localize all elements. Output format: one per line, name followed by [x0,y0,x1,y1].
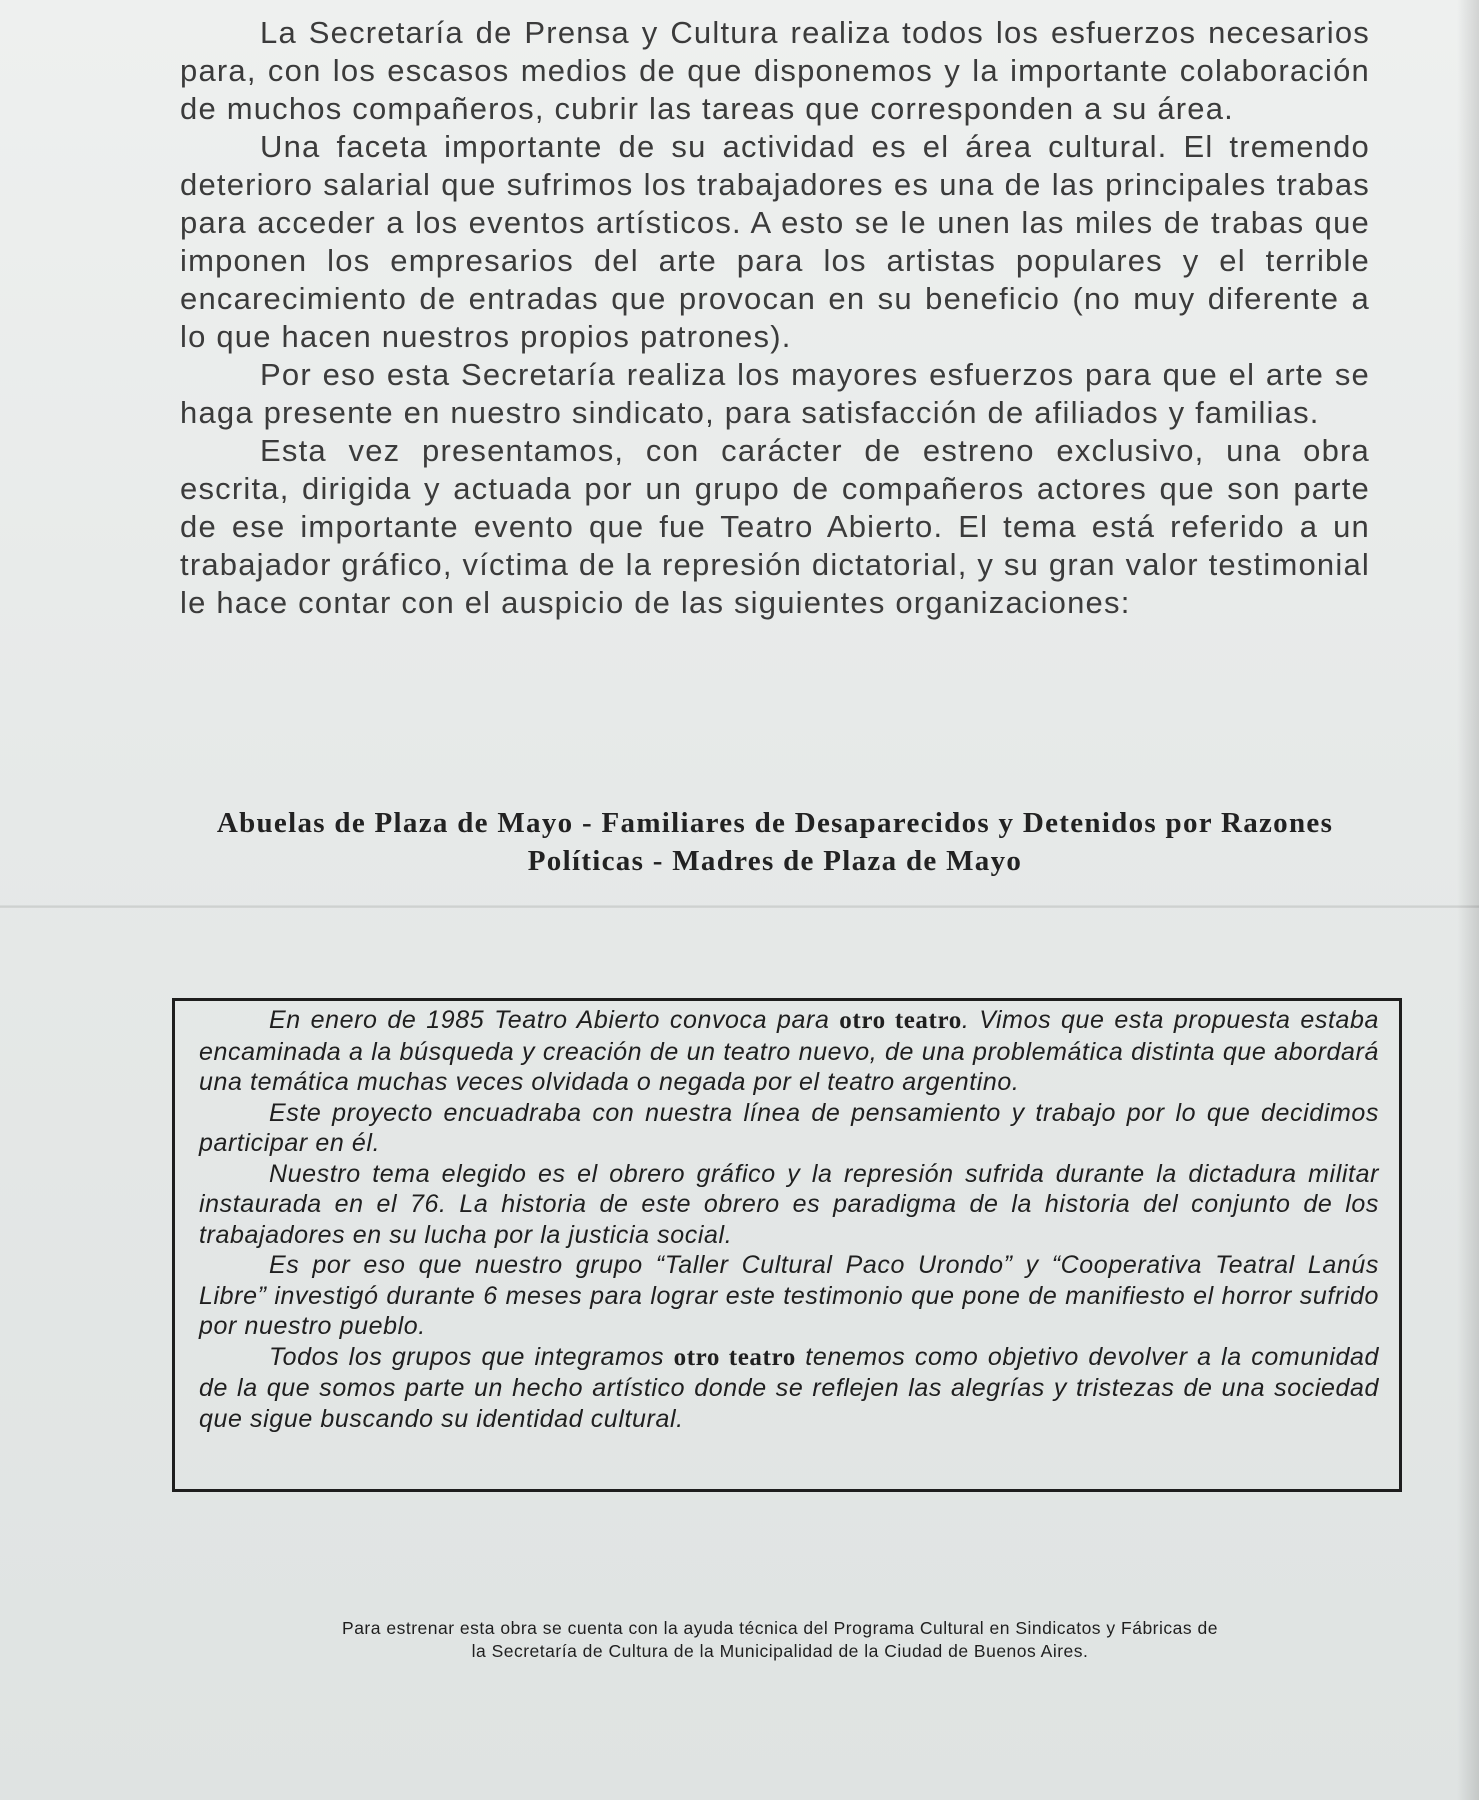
box-paragraph-4: Es por eso que nuestro grupo “Taller Cultural Paco Urondo” y “Cooperativa Teatral Lanús Libre” investigó durante 6 meses para lograr este testimonio que pone de manifiesto el horror sufrido por nuestro pueblo. [199,1251,1379,1340]
paragraph-secretaria-efforts: Por eso esta Secretaría realiza los mayores esfuerzos para que el arte se haga presente en nuestro sindicato, para satisfacción de afiliados y familias. [180,357,1370,430]
box-paragraph-1: En enero de 1985 Teatro Abierto convoca para otro teatro. Vimos que esta propuesta estaba encaminada a la búsqueda y creación de un teatro nuevo, de una problemática distinta que abordará una temática muchas veces olvidada o negada por el teatro argentino. [199,1006,1380,1096]
box-paragraph-5: Todos los grupos que integramos otro teatro tenemos como objetivo devolver a la comunidad de la que somos parte un hecho artístico donde se reflejen las alegrías y tristezas de una sociedad que sigue buscando su identidad cultural. [199,1342,1380,1433]
credit-line-1: Para estrenar esta obra se cuenta con la ayuda técnica del Programa Cultural en Sindicatos y Fábricas de [342,1618,1218,1638]
technical-support-credit [200,1617,1360,1663]
paragraph-premiere: Esta vez presentamos, con carácter de estreno exclusivo, una obra escrita, dirigida y actuada por un grupo de compañeros actores que son parte de ese importante evento que fue Teatro Abierto. El tema está referido a un trabajador gráfico, víctima de la represión dictatorial, y su gran valor testimonial le hace contar con el auspicio de las siguientes organizaciones: [180,433,1370,620]
credit-line-2: la Secretaría de Cultura de la Municipalidad de la Ciudad de Buenos Aires. [471,1641,1089,1661]
box-paragraph-2: Este proyecto encuadraba con nuestra línea de pensamiento y trabajo por lo que decidimos participar en él. [199,1098,1379,1157]
sponsor-organizations: Abuelas de Plaza de Mayo - Familiares de Desaparecidos y Detenidos por Razones Políticas - Madres de Plaza de Mayo [216,807,1334,877]
box-paragraph-3: Nuestro tema elegido es el obrero gráfico y la represión sufrida durante la dictadura militar instaurada en el 76. La historia de este obrero es paradigma de la historia del conjunto de los trabajadores en su lucha por la justicia social. [199,1159,1379,1249]
otro-teatro-emphasis: otro teatro [839,1007,962,1034]
otro-teatro-statement-box [172,998,1402,1492]
paragraph-intro: La Secretaría de Prensa y Cultura realiza todos los esfuerzos necesarios para, con los escasos medios de que disponemos y la importante colaboración de muchos compañeros, cubrir las tareas que corresponden a su área. [180,15,1370,126]
page-edge-shadow [1457,0,1479,1800]
main-text [180,14,1370,622]
otro-teatro-emphasis: otro teatro [673,1343,796,1371]
paragraph-cultural-area: Una faceta importante de su actividad es el área cultural. El tremendo deterioro salarial que sufrimos los trabajadores es una de las principales trabas para acceder a los eventos artísticos. A esto se le unen las miles de trabas que imponen los empresarios del arte para los artistas populares y el terrible encarecimiento de entradas que provocan en su beneficio (no muy diferente a lo que hacen nuestros propios patrones). [180,129,1370,354]
paper-fold [0,905,1479,909]
